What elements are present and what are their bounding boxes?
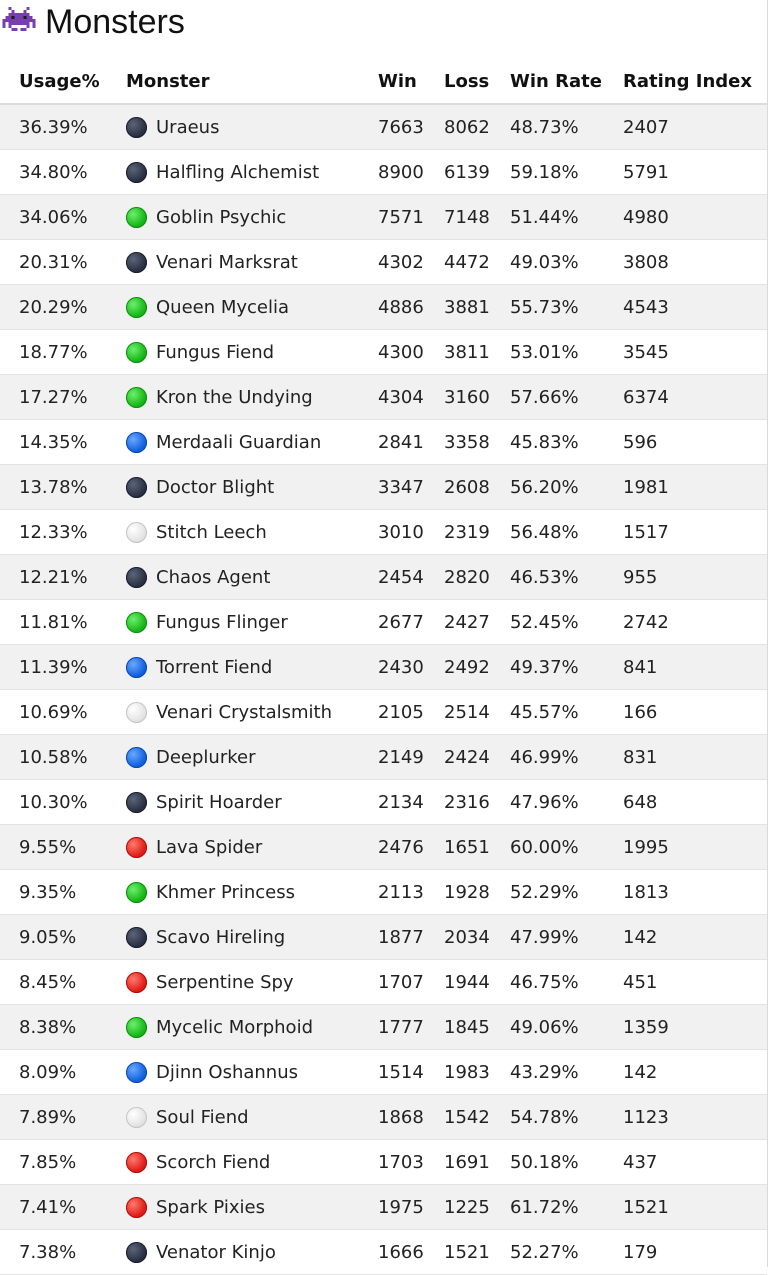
win-rate-cell: 50.18% — [510, 1140, 623, 1185]
usage-cell: 7.85% — [0, 1140, 126, 1185]
rating-index-cell: 841 — [623, 645, 767, 690]
death-element-icon — [126, 117, 147, 138]
table-row — [0, 1005, 767, 1050]
win-cell: 2476 — [378, 825, 444, 870]
death-element-icon — [126, 1242, 147, 1263]
monster-cell-content — [126, 612, 378, 633]
win-cell: 2134 — [378, 780, 444, 825]
space-invader-icon — [2, 7, 36, 37]
win-cell: 7663 — [378, 104, 444, 150]
win-cell: 1877 — [378, 915, 444, 960]
loss-cell: 1983 — [444, 1050, 510, 1095]
monster-cell — [126, 510, 378, 555]
monster-name[interactable]: Fungus Flinger — [156, 611, 288, 633]
monster-cell — [126, 104, 378, 150]
loss-cell: 3160 — [444, 375, 510, 420]
usage-cell: 17.27% — [0, 375, 126, 420]
monster-cell-content — [126, 882, 378, 903]
loss-cell: 3811 — [444, 330, 510, 375]
loss-cell: 1944 — [444, 960, 510, 1005]
usage-cell: 14.35% — [0, 420, 126, 465]
monster-name[interactable]: Scavo Hireling — [156, 926, 286, 948]
win-cell: 1975 — [378, 1185, 444, 1230]
water-element-icon — [126, 432, 147, 453]
monster-cell — [126, 1230, 378, 1275]
water-element-icon — [126, 747, 147, 768]
earth-element-icon — [126, 207, 147, 228]
win-cell: 1666 — [378, 1230, 444, 1275]
win-cell: 2149 — [378, 735, 444, 780]
table-row — [0, 690, 767, 735]
win-rate-cell: 53.01% — [510, 330, 623, 375]
table-body — [0, 104, 767, 1275]
fire-element-icon — [126, 972, 147, 993]
monster-name[interactable]: Goblin Psychic — [156, 206, 287, 228]
monster-name[interactable]: Kron the Undying — [156, 386, 313, 408]
table-row — [0, 465, 767, 510]
loss-cell: 2424 — [444, 735, 510, 780]
usage-cell: 36.39% — [0, 104, 126, 150]
table-row — [0, 1230, 767, 1275]
win-cell: 1707 — [378, 960, 444, 1005]
death-element-icon — [126, 792, 147, 813]
win-rate-cell: 61.72% — [510, 1185, 623, 1230]
monster-cell-content — [126, 1197, 378, 1218]
monster-cell-content — [126, 1152, 378, 1173]
monster-cell-content — [126, 972, 378, 993]
usage-cell: 11.81% — [0, 600, 126, 645]
earth-element-icon — [126, 297, 147, 318]
monster-cell-content — [126, 162, 378, 183]
win-cell: 4886 — [378, 285, 444, 330]
loss-cell: 3881 — [444, 285, 510, 330]
win-rate-cell: 45.57% — [510, 690, 623, 735]
table-row — [0, 960, 767, 1005]
monster-name[interactable]: Doctor Blight — [156, 476, 275, 498]
win-rate-cell: 48.73% — [510, 104, 623, 150]
usage-cell: 12.21% — [0, 555, 126, 600]
loss-cell: 1691 — [444, 1140, 510, 1185]
column-header-rating-index[interactable]: Rating Index — [623, 60, 767, 104]
usage-cell: 9.55% — [0, 825, 126, 870]
usage-cell: 7.38% — [0, 1230, 126, 1275]
win-cell: 4302 — [378, 240, 444, 285]
monsters-table-container — [0, 60, 767, 1275]
usage-cell: 20.29% — [0, 285, 126, 330]
rating-index-cell: 4543 — [623, 285, 767, 330]
table-row — [0, 195, 767, 240]
usage-cell: 18.77% — [0, 330, 126, 375]
life-element-icon — [126, 1107, 147, 1128]
rating-index-cell: 2407 — [623, 104, 767, 150]
monster-cell — [126, 645, 378, 690]
loss-cell: 2316 — [444, 780, 510, 825]
loss-cell: 2427 — [444, 600, 510, 645]
monster-cell — [126, 465, 378, 510]
monster-cell — [126, 915, 378, 960]
monster-cell — [126, 870, 378, 915]
page-header — [2, 0, 185, 44]
monster-cell-content — [126, 522, 378, 543]
monster-cell-content — [126, 792, 378, 813]
monster-cell-content — [126, 252, 378, 273]
monster-cell — [126, 1005, 378, 1050]
win-cell: 1777 — [378, 1005, 444, 1050]
win-rate-cell: 54.78% — [510, 1095, 623, 1140]
monster-name[interactable]: Queen Mycelia — [156, 296, 290, 318]
monster-name[interactable]: Venari Crystalsmith — [156, 701, 333, 723]
win-rate-cell: 43.29% — [510, 1050, 623, 1095]
win-rate-cell: 47.96% — [510, 780, 623, 825]
win-rate-cell: 60.00% — [510, 825, 623, 870]
death-element-icon — [126, 477, 147, 498]
loss-cell: 6139 — [444, 150, 510, 195]
monster-cell-content — [126, 117, 378, 138]
death-element-icon — [126, 162, 147, 183]
monster-cell-content — [126, 1017, 378, 1038]
monster-cell-content — [126, 387, 378, 408]
table-row — [0, 1140, 767, 1185]
win-cell: 2105 — [378, 690, 444, 735]
monster-name[interactable]: Stitch Leech — [156, 521, 267, 543]
win-cell: 3347 — [378, 465, 444, 510]
win-rate-cell: 49.37% — [510, 645, 623, 690]
monster-cell-content — [126, 837, 378, 858]
win-rate-cell: 57.66% — [510, 375, 623, 420]
monster-cell — [126, 1095, 378, 1140]
monster-name[interactable]: Lava Spider — [156, 836, 263, 858]
table-row — [0, 600, 767, 645]
earth-element-icon — [126, 612, 147, 633]
monster-cell-content — [126, 1062, 378, 1083]
monster-cell — [126, 330, 378, 375]
rating-index-cell: 142 — [623, 1050, 767, 1095]
fire-element-icon — [126, 837, 147, 858]
rating-index-cell: 1813 — [623, 870, 767, 915]
table-row — [0, 375, 767, 420]
column-header-loss[interactable]: Loss — [444, 60, 510, 104]
rating-index-cell: 451 — [623, 960, 767, 1005]
usage-cell: 10.30% — [0, 780, 126, 825]
monster-name[interactable]: Scorch Fiend — [156, 1151, 271, 1173]
column-header-usage[interactable]: Usage% — [0, 60, 126, 104]
win-cell: 4304 — [378, 375, 444, 420]
monster-name[interactable]: Spirit Hoarder — [156, 791, 282, 813]
win-rate-cell: 46.99% — [510, 735, 623, 780]
rating-index-cell: 955 — [623, 555, 767, 600]
page-title: Monsters — [45, 3, 185, 41]
monster-cell — [126, 1140, 378, 1185]
loss-cell: 1651 — [444, 825, 510, 870]
win-rate-cell: 52.29% — [510, 870, 623, 915]
monster-name[interactable]: Khmer Princess — [156, 881, 296, 903]
usage-cell: 8.09% — [0, 1050, 126, 1095]
monster-cell — [126, 285, 378, 330]
win-cell: 1868 — [378, 1095, 444, 1140]
table-row — [0, 1095, 767, 1140]
table-row — [0, 645, 767, 690]
win-cell: 4300 — [378, 330, 444, 375]
loss-cell: 4472 — [444, 240, 510, 285]
monster-name[interactable]: Venari Marksrat — [156, 251, 298, 273]
monster-cell — [126, 1050, 378, 1095]
monster-cell-content — [126, 927, 378, 948]
monster-cell-content — [126, 702, 378, 723]
win-rate-cell: 59.18% — [510, 150, 623, 195]
usage-cell: 12.33% — [0, 510, 126, 555]
rating-index-cell: 831 — [623, 735, 767, 780]
loss-cell: 2319 — [444, 510, 510, 555]
monsters-table — [0, 60, 767, 1275]
win-cell: 2677 — [378, 600, 444, 645]
win-rate-cell: 46.53% — [510, 555, 623, 600]
table-row — [0, 825, 767, 870]
table-row — [0, 285, 767, 330]
table-row — [0, 150, 767, 195]
column-header-win-rate[interactable]: Win Rate — [510, 60, 623, 104]
monster-cell-content — [126, 1242, 378, 1263]
monster-cell-content — [126, 1107, 378, 1128]
rating-index-cell: 3808 — [623, 240, 767, 285]
usage-cell: 7.89% — [0, 1095, 126, 1140]
loss-cell: 2492 — [444, 645, 510, 690]
rating-index-cell: 1521 — [623, 1185, 767, 1230]
monster-cell — [126, 555, 378, 600]
rating-index-cell: 2742 — [623, 600, 767, 645]
rating-index-cell: 166 — [623, 690, 767, 735]
monster-name[interactable]: Djinn Oshannus — [156, 1061, 298, 1083]
table-row — [0, 240, 767, 285]
fire-element-icon — [126, 1152, 147, 1173]
monster-cell — [126, 240, 378, 285]
monster-cell-content — [126, 567, 378, 588]
usage-cell: 11.39% — [0, 645, 126, 690]
monster-cell-content — [126, 207, 378, 228]
monster-name[interactable]: Deeplurker — [156, 746, 256, 768]
earth-element-icon — [126, 882, 147, 903]
rating-index-cell: 1981 — [623, 465, 767, 510]
monster-cell — [126, 600, 378, 645]
monster-cell — [126, 420, 378, 465]
monster-cell-content — [126, 747, 378, 768]
win-rate-cell: 56.20% — [510, 465, 623, 510]
water-element-icon — [126, 657, 147, 678]
death-element-icon — [126, 252, 147, 273]
usage-cell: 7.41% — [0, 1185, 126, 1230]
monster-cell-content — [126, 432, 378, 453]
monster-cell-content — [126, 342, 378, 363]
monster-name[interactable]: Mycelic Morphoid — [156, 1016, 313, 1038]
win-cell: 3010 — [378, 510, 444, 555]
loss-cell: 7148 — [444, 195, 510, 240]
win-cell: 2454 — [378, 555, 444, 600]
monster-cell — [126, 375, 378, 420]
monster-name[interactable]: Torrent Fiend — [156, 656, 273, 678]
loss-cell: 2608 — [444, 465, 510, 510]
rating-index-cell: 142 — [623, 915, 767, 960]
rating-index-cell: 4980 — [623, 195, 767, 240]
rating-index-cell: 1359 — [623, 1005, 767, 1050]
win-cell: 2113 — [378, 870, 444, 915]
rating-index-cell: 6374 — [623, 375, 767, 420]
rating-index-cell: 3545 — [623, 330, 767, 375]
usage-cell: 10.58% — [0, 735, 126, 780]
monster-cell-content — [126, 477, 378, 498]
monster-name[interactable]: Soul Fiend — [156, 1106, 249, 1128]
table-row — [0, 735, 767, 780]
death-element-icon — [126, 927, 147, 948]
monster-cell — [126, 195, 378, 240]
earth-element-icon — [126, 387, 147, 408]
win-rate-cell: 56.48% — [510, 510, 623, 555]
win-rate-cell: 52.27% — [510, 1230, 623, 1275]
table-row — [0, 870, 767, 915]
column-header-monster[interactable]: Monster — [126, 60, 378, 104]
monster-name[interactable]: Halfling Alchemist — [156, 161, 320, 183]
win-rate-cell: 52.45% — [510, 600, 623, 645]
table-row — [0, 330, 767, 375]
monster-name[interactable]: Fungus Fiend — [156, 341, 275, 363]
death-element-icon — [126, 567, 147, 588]
loss-cell: 2820 — [444, 555, 510, 600]
table-row — [0, 780, 767, 825]
table-row — [0, 420, 767, 465]
win-cell: 2841 — [378, 420, 444, 465]
usage-cell: 34.80% — [0, 150, 126, 195]
usage-cell: 34.06% — [0, 195, 126, 240]
loss-cell: 2034 — [444, 915, 510, 960]
win-rate-cell: 51.44% — [510, 195, 623, 240]
win-cell: 1703 — [378, 1140, 444, 1185]
monster-name[interactable]: Venator Kinjo — [156, 1241, 276, 1263]
monster-cell — [126, 150, 378, 195]
loss-cell: 8062 — [444, 104, 510, 150]
win-cell: 1514 — [378, 1050, 444, 1095]
rating-index-cell: 596 — [623, 420, 767, 465]
monster-cell — [126, 735, 378, 780]
monster-name[interactable]: Chaos Agent — [156, 566, 271, 588]
rating-index-cell: 5791 — [623, 150, 767, 195]
usage-cell: 13.78% — [0, 465, 126, 510]
monster-cell — [126, 960, 378, 1005]
monster-cell-content — [126, 657, 378, 678]
table-row — [0, 1050, 767, 1095]
table-row — [0, 510, 767, 555]
rating-index-cell: 1517 — [623, 510, 767, 555]
usage-cell: 8.38% — [0, 1005, 126, 1050]
earth-element-icon — [126, 342, 147, 363]
rating-index-cell: 437 — [623, 1140, 767, 1185]
loss-cell: 2514 — [444, 690, 510, 735]
win-cell: 2430 — [378, 645, 444, 690]
monster-cell-content — [126, 297, 378, 318]
monster-name[interactable]: Merdaali Guardian — [156, 431, 322, 453]
win-rate-cell: 47.99% — [510, 915, 623, 960]
table-header-row — [0, 60, 767, 104]
monster-cell — [126, 825, 378, 870]
rating-index-cell: 1995 — [623, 825, 767, 870]
monster-cell — [126, 1185, 378, 1230]
loss-cell: 3358 — [444, 420, 510, 465]
win-rate-cell: 49.03% — [510, 240, 623, 285]
life-element-icon — [126, 522, 147, 543]
loss-cell: 1521 — [444, 1230, 510, 1275]
win-cell: 7571 — [378, 195, 444, 240]
table-row — [0, 104, 767, 150]
fire-element-icon — [126, 1197, 147, 1218]
usage-cell: 9.05% — [0, 915, 126, 960]
monster-cell — [126, 780, 378, 825]
column-header-win[interactable]: Win — [378, 60, 444, 104]
monster-name[interactable]: Uraeus — [156, 116, 220, 138]
usage-cell: 10.69% — [0, 690, 126, 735]
loss-cell: 1225 — [444, 1185, 510, 1230]
win-rate-cell: 46.75% — [510, 960, 623, 1005]
loss-cell: 1845 — [444, 1005, 510, 1050]
monster-cell — [126, 690, 378, 735]
table-row — [0, 915, 767, 960]
win-rate-cell: 49.06% — [510, 1005, 623, 1050]
loss-cell: 1542 — [444, 1095, 510, 1140]
usage-cell: 8.45% — [0, 960, 126, 1005]
win-rate-cell: 55.73% — [510, 285, 623, 330]
usage-cell: 9.35% — [0, 870, 126, 915]
life-element-icon — [126, 702, 147, 723]
table-row — [0, 555, 767, 600]
table-row — [0, 1185, 767, 1230]
win-rate-cell: 45.83% — [510, 420, 623, 465]
rating-index-cell: 648 — [623, 780, 767, 825]
water-element-icon — [126, 1062, 147, 1083]
monster-name[interactable]: Spark Pixies — [156, 1196, 265, 1218]
earth-element-icon — [126, 1017, 147, 1038]
rating-index-cell: 179 — [623, 1230, 767, 1275]
win-cell: 8900 — [378, 150, 444, 195]
monster-name[interactable]: Serpentine Spy — [156, 971, 294, 993]
rating-index-cell: 1123 — [623, 1095, 767, 1140]
loss-cell: 1928 — [444, 870, 510, 915]
usage-cell: 20.31% — [0, 240, 126, 285]
